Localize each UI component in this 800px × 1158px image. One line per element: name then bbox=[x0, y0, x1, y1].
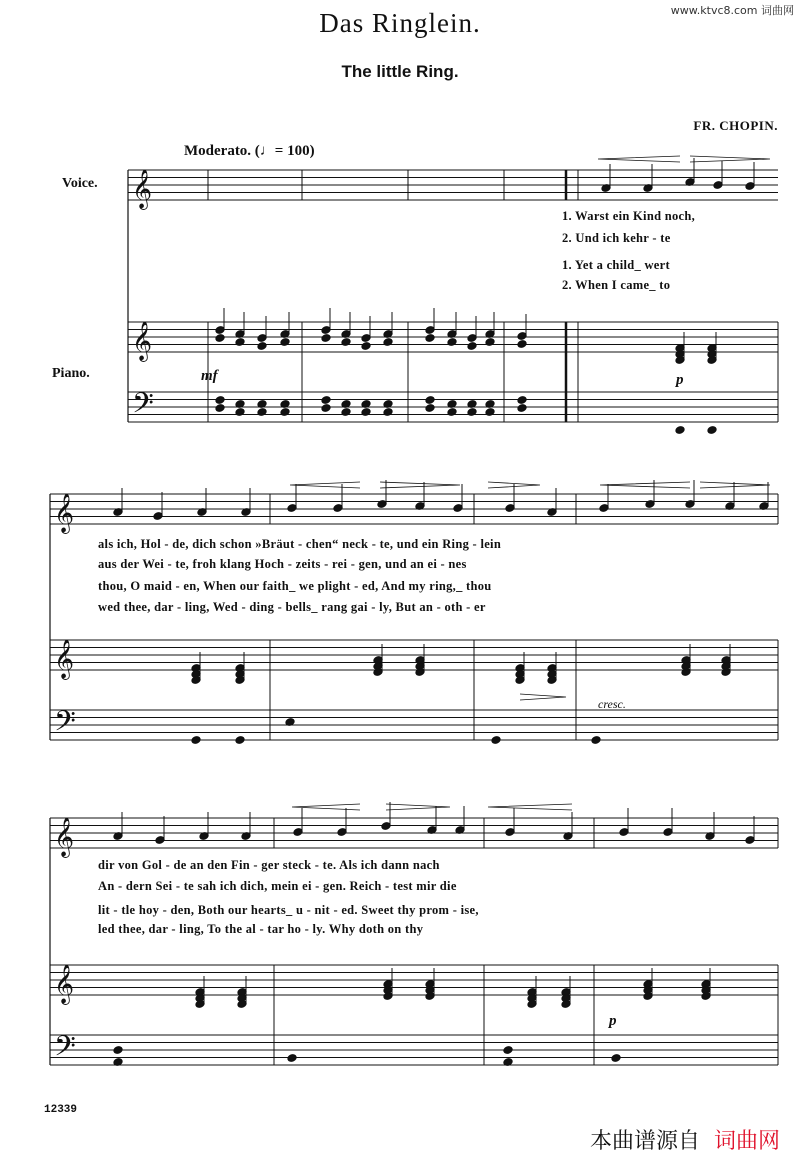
notehead bbox=[235, 736, 245, 745]
notehead bbox=[257, 342, 267, 351]
composer: FR. CHOPIN. bbox=[693, 118, 778, 133]
notehead bbox=[447, 408, 457, 417]
notehead bbox=[287, 1054, 297, 1063]
notehead bbox=[467, 408, 477, 417]
notehead bbox=[383, 408, 393, 417]
watermark-source-text: 本曲谱源自 bbox=[589, 1129, 700, 1154]
voice-label: Voice. bbox=[62, 176, 98, 191]
notehead bbox=[611, 1054, 621, 1063]
tempo-marking: Moderato. (♩= 100) bbox=[184, 143, 315, 159]
notehead bbox=[485, 338, 495, 347]
song-title: Das Ringlein. bbox=[319, 8, 481, 38]
lyric-line: 2. Und ich kehr - te bbox=[562, 231, 671, 245]
notehead bbox=[215, 396, 225, 405]
notehead bbox=[517, 340, 527, 349]
treble-clef-icon: 𝄞 bbox=[54, 964, 75, 1004]
dynamic-mf: mf bbox=[201, 368, 218, 384]
treble-clef-icon: 𝄞 bbox=[54, 493, 75, 533]
notehead bbox=[503, 1046, 513, 1055]
treble-clef-icon: 𝄞 bbox=[132, 169, 153, 209]
bass-clef-icon: 𝄢 bbox=[54, 1030, 76, 1070]
lyric-line: als ich, Hol - de, dich schon »Bräut - chen“ neck - te, und ein Ring - lein bbox=[98, 537, 502, 551]
notehead bbox=[257, 408, 267, 417]
crescendo-hairpin bbox=[488, 804, 572, 810]
bass-clef-icon: 𝄢 bbox=[54, 705, 76, 745]
lyric-line: thou, O maid - en, When our faith_ we plight - ed, And my ring,_ thou bbox=[98, 579, 492, 593]
notehead bbox=[235, 408, 245, 417]
cresc-marking: cresc. bbox=[598, 697, 626, 711]
dynamic-p: p bbox=[609, 1013, 617, 1029]
notehead bbox=[341, 338, 351, 347]
lyric-line: led thee, dar - ling, To the al - tar ho - ly. Why doth on thy bbox=[98, 922, 424, 936]
notehead bbox=[191, 736, 201, 745]
notehead bbox=[485, 408, 495, 417]
dynamic-p: p bbox=[676, 372, 684, 388]
plate-number: 12339 bbox=[44, 1104, 78, 1116]
lyric-line: wed thee, dar - ling, Wed - ding - bells_ rang gai - ly, But an - oth - er bbox=[98, 600, 486, 614]
notehead bbox=[517, 404, 527, 413]
lyric-line: 1. Warst ein Kind noch, bbox=[562, 209, 696, 223]
lyric-line: aus der Wei - te, froh klang Hoch - zeits - rei - gen, und an ei - nes bbox=[98, 557, 467, 571]
notehead bbox=[235, 338, 245, 347]
watermark-site-name: 词曲网 bbox=[713, 1129, 780, 1154]
notehead bbox=[361, 342, 371, 351]
notehead bbox=[447, 338, 457, 347]
lyric-line: dir von Gol - de an den Fin - ger steck - te. Als ich dann nach bbox=[98, 858, 440, 872]
notehead bbox=[425, 404, 435, 413]
piano-label: Piano. bbox=[52, 366, 90, 381]
notehead bbox=[383, 338, 393, 347]
crescendo-hairpin bbox=[290, 482, 360, 488]
notehead bbox=[113, 1046, 123, 1055]
watermark-footer bbox=[590, 1124, 780, 1155]
notehead bbox=[341, 408, 351, 417]
crescendo-hairpin bbox=[600, 482, 690, 488]
notehead bbox=[591, 736, 601, 745]
bass-clef-icon: 𝄢 bbox=[132, 387, 154, 427]
notehead bbox=[321, 396, 331, 405]
decrescendo-hairpin bbox=[386, 804, 450, 810]
notehead bbox=[321, 334, 331, 343]
lyric-line: 2. When I came_ to bbox=[562, 278, 671, 292]
notehead bbox=[321, 404, 331, 413]
notehead bbox=[491, 736, 501, 745]
notehead bbox=[425, 334, 435, 343]
notehead bbox=[707, 426, 717, 435]
notehead bbox=[280, 408, 290, 417]
decrescendo-hairpin bbox=[520, 694, 566, 700]
watermark-url: www.ktvc8.com 词曲网 bbox=[670, 4, 794, 17]
decrescendo-hairpin bbox=[690, 156, 770, 162]
notehead bbox=[425, 396, 435, 405]
notehead bbox=[215, 334, 225, 343]
notehead bbox=[215, 404, 225, 413]
lyric-line: An - dern Sei - te sah ich dich, mein ei - gen. Reich - test mir die bbox=[98, 879, 457, 893]
treble-clef-icon: 𝄞 bbox=[132, 321, 153, 361]
decrescendo-hairpin bbox=[700, 482, 770, 488]
decrescendo-hairpin bbox=[380, 482, 460, 488]
crescendo-hairpin bbox=[598, 156, 680, 162]
treble-clef-icon: 𝄞 bbox=[54, 817, 75, 857]
notehead bbox=[280, 338, 290, 347]
treble-clef-icon: 𝄞 bbox=[54, 639, 75, 679]
notehead bbox=[517, 396, 527, 405]
song-subtitle: The little Ring. bbox=[341, 62, 459, 81]
notehead bbox=[361, 408, 371, 417]
lyric-line: 1. Yet a child_ wert bbox=[562, 258, 670, 272]
notehead bbox=[675, 426, 685, 435]
notehead bbox=[467, 342, 477, 351]
lyric-line: lit - tle hoy - den, Both our hearts_ u - nit - ed. Sweet thy prom - ise, bbox=[98, 903, 479, 917]
